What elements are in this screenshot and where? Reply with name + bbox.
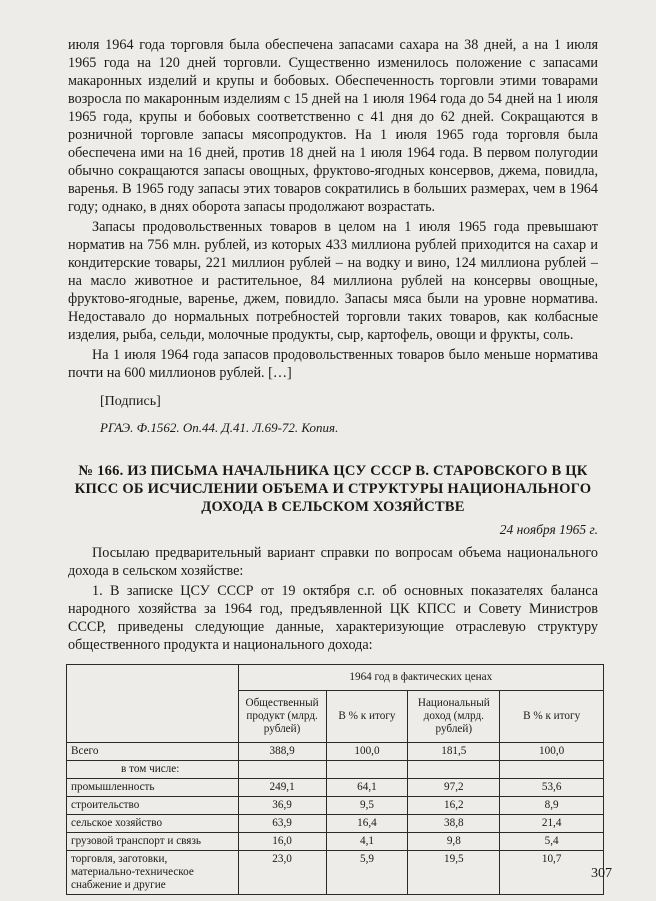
intro-paragraph: Посылаю предварительный вариант справки по вопросам объема национального дохода в сельском хозяйстве: [68,545,598,579]
header-empty-cell [67,665,239,743]
page-content [68,36,598,895]
page-number: 307 [591,866,612,881]
cell-value: 53,6 [500,779,604,797]
cell-value: 64,1 [326,779,408,797]
cell-value: 36,9 [238,797,326,815]
cell-value: 4,1 [326,833,408,851]
table-row [67,797,604,815]
cell-value: 38,8 [408,815,500,833]
cell-value: 8,9 [500,797,604,815]
cell-value: 9,5 [326,797,408,815]
point-one-paragraph: 1. В записке ЦСУ СССР от 19 октября с.г. об основных показателях баланса народного хозяйства за 1964 год, предъявленной ЦК КПСС и Совету Министров СССР, приведены следующие данные, характеризующие отраслевую структуру общественного продукта и национального дохода: [68,583,598,653]
cell-value: 9,8 [408,833,500,851]
paragraph-continuation: июля 1964 года торговля была обеспечена запасами сахара на 38 дней, а на 1 июля 1965 года на 120 дней торговли. Существенно изменилось положение с запасами макаронных изделий и крупы и бобовых. Обеспеченность торговли этими товарами возросла по макаронным изделиям с 15 дней на 1 июля 1964 года до 54 дней на 1 июля 1965 года, крупы и бобовых соответственно с 41 дня до 62 дней. Сокращаются в розничной торговле запасы мясопродуктов. На 1 июля 1965 года торговля была обеспечена ими на 16 дней, против 18 дней на 1 июля 1964 года. В первом полугодии обычно сокращаются запасы овощных, фруктово-ягодных консервов, джема, повидла, варенья. В 1965 году запасы этих товаров сократились в больших размерах, чем в 1964 году; однако, в днях оборота запасы продолжают возрастать. [68,37,598,215]
table-row-total [67,743,604,761]
cell-value: 249,1 [238,779,326,797]
table-row [67,851,604,895]
table-row [67,779,604,797]
cell-value: 63,9 [238,815,326,833]
cell-value: 181,5 [408,743,500,761]
cell-value: 100,0 [326,743,408,761]
archive-reference: РГАЭ. Ф.1562. Оп.44. Д.41. Л.69-72. Копия. [100,420,339,435]
cell-value: 19,5 [408,851,500,895]
col-header-percent-1: В % к итогу [326,691,408,743]
document-date: 24 ноября 1965 г. [499,522,598,537]
national-income-table [66,664,604,895]
cell-value: 100,0 [500,743,604,761]
row-subheading: в том числе: [67,761,239,779]
signature: [Подпись] [100,394,161,409]
group-header: 1964 год в фактических ценах [238,665,603,691]
table-row-subheading [67,761,604,779]
cell-value: 97,2 [408,779,500,797]
cell-value: 23,0 [238,851,326,895]
paragraph-stocks-1964: На 1 июля 1964 года запасов продовольственных товаров было меньше норматива почти на 600 миллионов рублей. […] [68,347,598,381]
table-row [67,833,604,851]
col-header-percent-2: В % к итогу [500,691,604,743]
cell-value: 21,4 [500,815,604,833]
cell-value: 16,4 [326,815,408,833]
document-title: № 166. ИЗ ПИСЬМА НАЧАЛЬНИКА ЦСУ СССР В. СТАРОВСКОГО В ЦК КПСС ОБ ИСЧИСЛЕНИИ ОБЪЕМА И СТРУКТУРЫ НАЦИОНАЛЬНОГО ДОХОДА В СЕЛЬСКОМ ХОЗЯЙСТВЕ [74,463,592,515]
row-label: грузовой транспорт и связь [67,833,239,851]
cell-value: 16,0 [238,833,326,851]
row-label: промышленность [67,779,239,797]
cell-value: 10,7 [500,851,604,895]
cell-value: 388,9 [238,743,326,761]
row-label: сельское хозяйство [67,815,239,833]
cell-value: 5,9 [326,851,408,895]
row-label: строительство [67,797,239,815]
row-label: Всего [67,743,239,761]
paragraph-food-stocks: Запасы продовольственных товаров в целом на 1 июля 1965 года превышают норматив на 756 млн. рублей, из которых 433 миллиона рублей приходится на сахар и кондитерские товары, 221 миллион рублей – на водку и вино, 124 миллиона рублей – на масло животное и растительное, 84 миллиона рублей на консервы овощные, фруктово-ягодные, варенье, джем, повидло. Запасы мяса были на уровне норматива. Недоставало до нормальных потребностей торговли таких товаров, как колбасные изделия, рыба, сельди, молочные продукты, сыр, картофель, овощи и фрукты, соль. [68,219,598,343]
cell-value: 16,2 [408,797,500,815]
table-row [67,815,604,833]
col-header-national-income: Национальный доход (млрд. рублей) [408,691,500,743]
col-header-social-product: Общественный продукт (млрд. рублей) [238,691,326,743]
row-label: торговля, заготовки, материально-техническое снабжение и другие [67,851,239,895]
cell-value: 5,4 [500,833,604,851]
